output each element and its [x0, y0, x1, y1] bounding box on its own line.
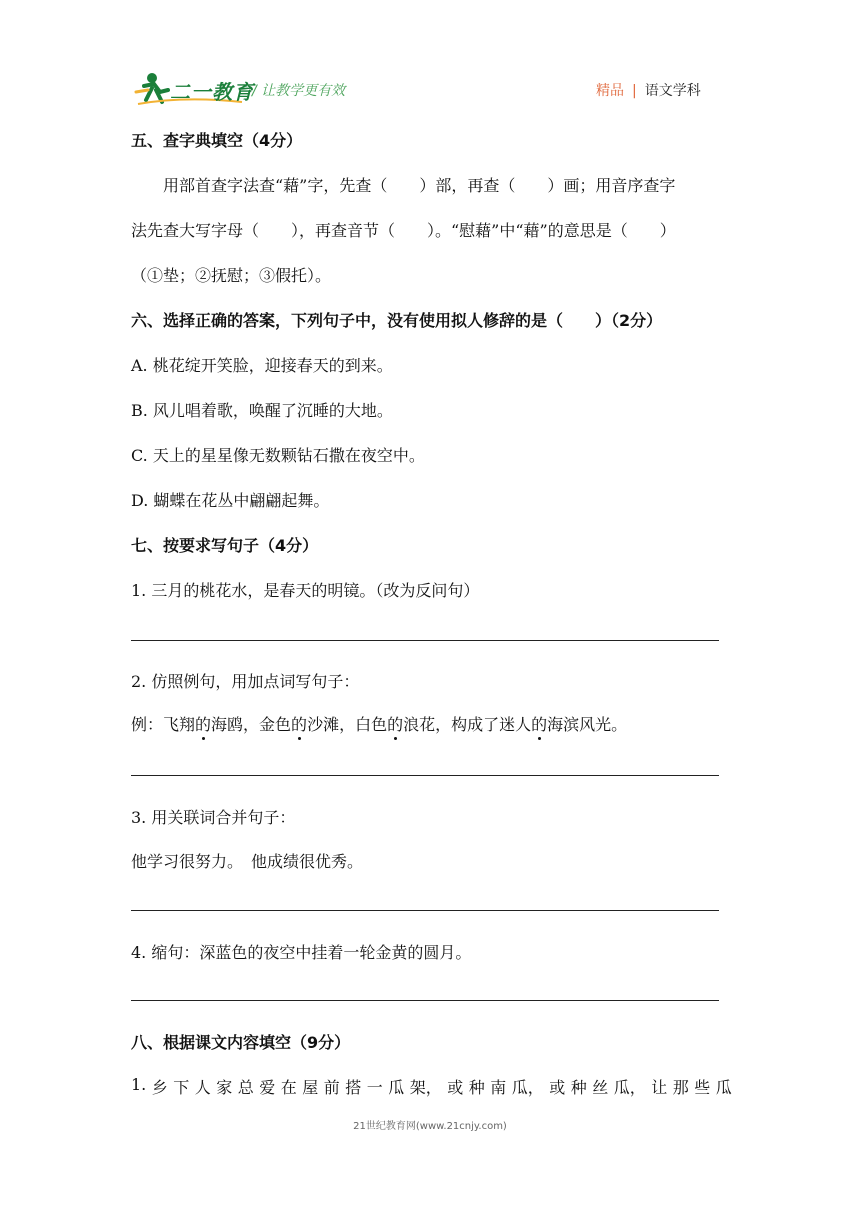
char: 一 [366, 1078, 383, 1097]
header-premium-label: 精品 [596, 83, 624, 99]
example-part: 沙滩，白色 [307, 715, 388, 734]
dotted-word: 的 [291, 715, 308, 734]
example-part: 海滨风光。 [547, 715, 628, 734]
section7-title: 七、按要求写句子（4分） [131, 536, 319, 555]
option-c: C. 天上的星星像无数颗钻石撒在夜空中。 [131, 446, 425, 465]
char: 总 [237, 1078, 254, 1097]
dotted-word: 的 [195, 715, 212, 734]
example-sentence [131, 712, 627, 735]
char: 架， [409, 1078, 442, 1097]
char: 种 [570, 1078, 587, 1097]
char: 丝 [592, 1078, 609, 1097]
option-b: B. 风儿唱着歌，唤醒了沉睡的大地。 [131, 401, 393, 420]
char: 那 [672, 1078, 689, 1097]
char: 下 [173, 1078, 190, 1097]
char: 爱 [259, 1078, 276, 1097]
header-subject [596, 80, 701, 100]
char: 南 [490, 1078, 507, 1097]
char: 瓜 [388, 1078, 405, 1097]
char: 在 [280, 1078, 297, 1097]
char: 乡 [151, 1078, 168, 1097]
section6-title: 六、选择正确的答案，下列句子中，没有使用拟人修辞的是（ ）（2分） [131, 311, 663, 330]
section5-line3: （①垫；②抚慰；③假托）。 [131, 266, 332, 285]
char: 瓜 [715, 1078, 732, 1097]
char: 种 [468, 1078, 485, 1097]
page-footer: 21世纪教育网(www.21cnjy.com) [353, 1121, 507, 1132]
option-d: D. 蝴蝶在花丛中翩翩起舞。 [131, 491, 330, 510]
header-separator: | [632, 83, 637, 99]
answer-line-2 [131, 775, 719, 776]
option-a: A. 桃花绽开笑脸，迎接春天的到来。 [131, 356, 393, 375]
section5-title: 五、查字典填空（4分） [131, 131, 303, 150]
answer-line-1 [131, 640, 719, 641]
char: 前 [323, 1078, 340, 1097]
char: 屋 [302, 1078, 319, 1097]
section8-title: 八、根据课文内容填空（9分） [131, 1033, 351, 1052]
section5-line1: 用部首查字法查“藉”字，先查（ ）部，再查（ ）画；用音序查字 [163, 176, 676, 195]
answer-line-3 [131, 910, 719, 911]
section5-line2: 法先查大写字母（ ），再查音节（ ）。“慰藉”中“藉”的意思是（ ） [131, 221, 676, 240]
header-subject-label: 语文学科 [644, 83, 701, 99]
char: 1. [131, 1075, 147, 1094]
char: 人 [194, 1078, 211, 1097]
header-slogan: / 让教学更有效 [252, 83, 346, 99]
char: 搭 [345, 1078, 362, 1097]
section8-question-1 [131, 1075, 732, 1098]
example-part: 例：飞翔 [131, 715, 196, 734]
question-3-sentence: 他学习很努力。 他成绩很优秀。 [131, 852, 364, 871]
dotted-word: 的 [531, 715, 548, 734]
answer-line-4 [131, 1000, 719, 1001]
question-4: 4. 缩句：深蓝色的夜空中挂着一轮金黄的圆月。 [131, 943, 472, 962]
question-3: 3. 用关联词合并句子： [131, 808, 296, 827]
question-2: 2. 仿照例句，用加点词写句子： [131, 672, 360, 691]
char: 或 [447, 1078, 464, 1097]
question-1: 1. 三月的桃花水，是春天的明镜。（改为反问句） [131, 581, 480, 600]
example-part: 海鸥，金色 [211, 715, 292, 734]
char: 或 [549, 1078, 566, 1097]
char: 瓜， [613, 1078, 646, 1097]
char: 家 [216, 1078, 233, 1097]
char: 些 [694, 1078, 711, 1097]
char: 让 [651, 1078, 668, 1097]
dotted-word: 的 [387, 715, 404, 734]
char: 瓜， [511, 1078, 544, 1097]
example-part: 浪花，构成了迷人 [403, 715, 532, 734]
logo-text: 二一教育 [170, 80, 254, 104]
